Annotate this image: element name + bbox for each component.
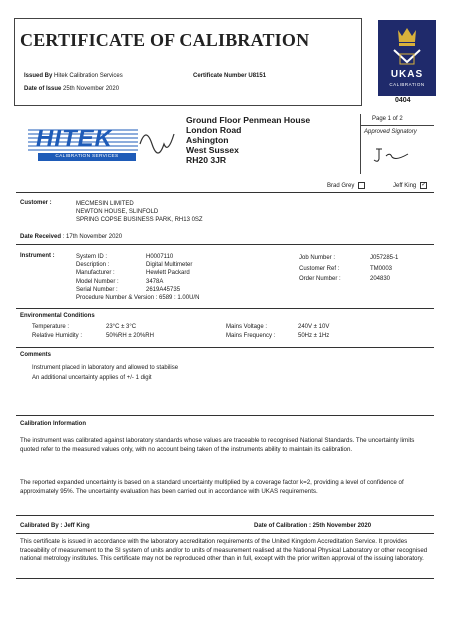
divider <box>16 244 434 245</box>
ukas-subtext: CALIBRATION <box>389 82 425 87</box>
issued-by: Issued By Hitek Calibration Services <box>24 73 123 79</box>
certificate-title: CERTIFICATE OF CALIBRATION <box>20 30 310 50</box>
divider <box>16 347 434 348</box>
date-received: Date Received : 17th November 2020 <box>20 234 123 240</box>
ukas-mark <box>378 20 436 96</box>
accreditation-statement: This certificate is issued in accordance with the laboratory accreditation requirements of the United Kingdom Accreditation Service. It provides traceability of measurement to the SI system of units and/or to units of measurement realised at the National Physical Laboratory or other recognised national metrology institutes. This certificate may not be reproduced other than in full, except with the prior written approval of the issuing laboratory. <box>20 538 428 562</box>
procedure-number: Procedure Number & Version : 6589 : 1.00U/N <box>76 295 200 301</box>
hitek-logo <box>28 124 178 162</box>
divider <box>16 578 434 579</box>
comments-title: Comments <box>20 352 52 358</box>
environment-labels-left: Temperature : Relative Humidity : <box>32 324 83 339</box>
divider <box>16 515 434 516</box>
certificate-number: Certificate Number U8151 <box>193 73 267 79</box>
job-field-values: J057285-1 TM0003 204830 <box>370 255 399 282</box>
customer-details: MECMESIN LIMITED NEWTON HOUSE, SLINFOLD SPRING COPSE BUSINESS PARK, RH13 0SZ <box>76 201 203 223</box>
environment-values-right: 240V ± 10V 50Hz ± 1Hz <box>298 324 330 339</box>
logo-subtext: CALIBRATION SERVICES <box>38 153 136 161</box>
signatory-divider <box>360 125 434 126</box>
logo-text: HITEK <box>36 125 113 152</box>
checkbox-jeff-king: ✓ <box>421 182 427 188</box>
environment-title: Environmental Conditions <box>20 313 95 319</box>
signature-mark <box>372 146 412 166</box>
divider <box>16 308 434 309</box>
calibration-info-paragraph-2: The reported expanded uncertainty is based on a standard uncertainty multiplied by a coverage factor k=2, providing a level of confidence of approximately 95%. The uncertainty evaluation has been carried out in accordance with UKAS requirements. <box>20 479 404 495</box>
date-of-calibration: Date of Calibration : 25th November 2020 <box>254 523 372 529</box>
calibration-info-title: Calibration Information <box>20 421 86 427</box>
customer-label: Customer : <box>20 200 52 206</box>
divider <box>16 533 434 534</box>
signatory-brad-grey: Brad Grey <box>327 182 365 189</box>
signatory-jeff-king: Jeff King ✓ <box>393 182 427 190</box>
instrument-field-values: H0007110 Digital Multimeter Hewlett Packard 3478A 2619A45735 <box>146 254 193 293</box>
calibrated-by: Calibrated By : Jeff King <box>20 523 90 529</box>
calibration-info-paragraph-1: The instrument was calibrated against laboratory standards whose values are traceable to recognised National Standards. The uncertainty limits quoted refer to the measured values only, with no account being taken of the instruments ability to maintain its calibration. <box>20 437 415 453</box>
divider <box>16 415 434 416</box>
page-number: Page 1 of 2 <box>372 116 403 122</box>
job-field-labels: Job Number : Customer Ref : Order Number : <box>299 255 341 282</box>
ukas-number: 0404 <box>395 97 411 104</box>
approved-signatory-label: Approved Signatory <box>364 129 417 135</box>
instrument-label: Instrument : <box>20 253 55 259</box>
date-of-issue: Date of Issue 25th November 2020 <box>24 86 120 92</box>
checkbox-brad-grey <box>358 182 365 189</box>
lab-address: Ground Floor Penmean House London Road Ashington West Sussex RH20 3JR <box>186 115 311 165</box>
ukas-text: UKAS <box>390 69 424 80</box>
environment-values-left: 23°C ± 3°C 50%RH ± 20%RH <box>106 324 154 339</box>
environment-labels-right: Mains Voltage : Mains Frequency : <box>226 324 276 339</box>
divider <box>16 192 434 193</box>
instrument-field-labels: System ID : Description : Manufacturer : Model Number : Serial Number : <box>76 254 119 293</box>
comments-lines: Instrument placed in laboratory and allowed to stabilise An additional uncertainty applies of +/- 1 digit <box>32 365 179 381</box>
